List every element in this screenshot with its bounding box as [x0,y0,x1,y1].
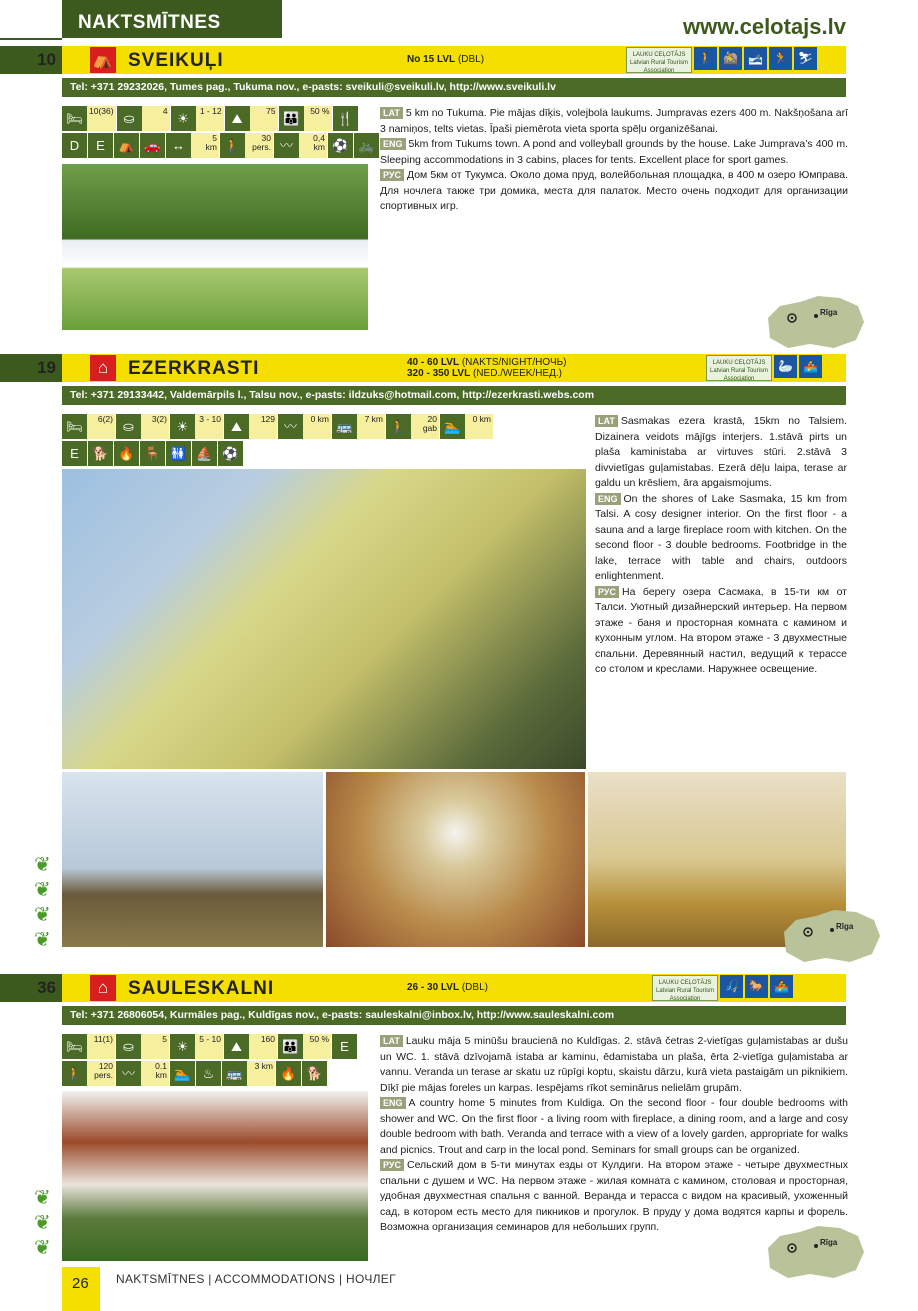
amenity-value: 0 km [310,414,329,424]
bed-icon: 🛏 [62,106,87,131]
amenity-cell [62,414,115,439]
dining-icon: 🍴 [333,106,358,131]
lang-tag-rus: РУС [380,1159,404,1171]
amenity-value: 3 km [254,1061,273,1071]
contact-bar: Tel: +371 29232026, Tumes pag., Tukuma nov., e-pasts: sveikuli@sveikuli.lv, http://www.sveikuli.lv [62,78,846,97]
lang-tag-rus: РУС [380,169,404,181]
amenity-value: 4 [162,106,168,116]
amenity-cell [114,133,139,158]
german-icon: D [62,133,87,158]
activity-icons [626,47,817,73]
hiking-icon: 🚶 [220,133,245,158]
listing-number: 36 [37,978,56,997]
listing-description [595,414,847,678]
amenity-cell [225,106,278,131]
amenity-cell [140,441,165,466]
family-icon: 👪 [279,106,304,131]
amenity-cell [302,1061,327,1086]
amenity-value: 1 - 12 [199,106,222,116]
tent-icon: ⛺ [90,47,116,73]
amenity-cell [328,133,353,158]
amenity-cell [116,414,169,439]
lake-icon: 〰 [116,1061,141,1086]
footer-label: NAKTSMĪTNES | ACCOMMODATIONS | НОЧЛЕГ [116,1272,396,1286]
leaf-icon: ❦ [34,1237,51,1259]
amenity-cell [224,1034,277,1059]
listing-photo [62,164,368,330]
amenity-cell [114,441,139,466]
activity-icon: 🏃 [769,47,792,70]
amenity-value: 0.1 km [155,1061,167,1080]
activity-icon: 🎣 [720,975,743,998]
activity-icons [652,975,793,1001]
listing-number-bar [0,354,62,382]
amenity-cell [332,1034,357,1059]
amenity-cell [88,441,113,466]
bus-icon: 🚌 [332,414,357,439]
amenity-cell [166,133,219,158]
desc-text-rus: Сельский дом в 5-ти минутах езды от Кулдиги. На втором этаже - четыре двухместных спальни с душем и WC. На первом этаже - жилая комната с камином, столовая и просторная, удобная двухместная спальня с ванной. Веранда и терасса с видом на красивый, ухоженный сад, в котором есть место для пикников и прогулок. В пруду у дома водятся карпы и форель. Возможна организация семинаров для небольших групп. [380,1159,848,1233]
house-icon: ⌂ [90,975,116,1001]
lang-tag-lat: LAT [595,415,618,427]
rural-tourism-badge: LAUKU CEĻOTĀJS Latvian Rural Tourism Association [652,975,718,1001]
listing-photo [62,469,586,769]
volleyball-icon: ⚽ [218,441,243,466]
activity-icon: ⛷ [794,47,817,70]
amenity-value: 0,4 km [313,133,325,152]
lake-icon: 〰 [278,414,303,439]
swimming-icon: 🏊 [170,1061,195,1086]
rural-tourism-badge: LAUKU CEĻOTĀJS Latvian Rural Tourism Association [626,47,692,73]
amenity-cell [62,441,87,466]
section-title: NAKTSMĪTNES [62,0,282,38]
amenity-value: 5 km [205,133,217,152]
amenity-value: 3(2) [151,414,167,424]
lang-tag-eng: ENG [595,493,621,505]
amenity-cell [166,441,191,466]
amenity-value: 160 [260,1034,275,1044]
amenity-value: 6(2) [97,414,113,424]
amenity-value: 3 - 10 [199,414,221,424]
contact-bar: Tel: +371 26806054, Kurmāles pag., Kuldīgas nov., e-pasts: sauleskalni@inbox.lv, http://www.sauleskalni.com [62,1006,846,1025]
leaf-icon: ❦ [34,854,51,876]
amenity-value: 11(1) [93,1034,113,1044]
sauna-icon: ☀ [170,1034,195,1059]
amenity-cell [88,133,113,158]
map-label: Rīga [820,308,838,317]
lake-icon: 〰 [274,133,299,158]
contact-bar: Tel: +371 29133442, Valdemārpils l., Talsu nov., e-pasts: ildzuks@hotmail.com, http://ezerkrasti.webs.com [62,386,846,405]
bike-icon: 🚲 [354,133,379,158]
desc-text-rus: Дом 5км от Тукумса. Около дома пруд, волейбольная площадка, в 400 м озеро Юмправа. Для ночлега также три домика, места для палаток. Место очень подходит для организации спортивных игр. [380,169,848,212]
amenity-cell [386,414,439,439]
listing-name: SVEIKUĻI [128,50,224,71]
listing-name: SAULESKALNI [128,978,275,999]
fireplace-icon: 🔥 [114,441,139,466]
car-icon: 🚗 [140,133,165,158]
desc-text-eng: 5km from Tukums town. A pond and volleyball grounds by the house. Lake Jumprava’s 400 m. Sleeping accommodations in 3 cabins, places for tents. Excellent place for sport games. [380,138,848,166]
amenity-cell [62,133,87,158]
amenity-cell [62,1061,115,1086]
listing-photo [62,1091,368,1261]
bbq-icon: ♨ [196,1061,221,1086]
amenity-grid [62,106,379,160]
photo-footbridge [62,772,323,947]
activity-icon: 🚣 [770,975,793,998]
wc-icon: 🚻 [166,441,191,466]
activity-icon: 🎿 [744,47,767,70]
amenity-cell [116,1034,169,1059]
lang-tag-eng: ENG [380,1097,406,1109]
amenity-cell [440,414,493,439]
photo-bedroom [326,772,585,947]
amenity-cell [196,1061,221,1086]
house-icon: ⌂ [90,355,116,381]
amenity-cell [279,106,332,131]
amenity-value: 30 pers. [252,133,271,152]
amenity-cell [192,441,217,466]
desc-text-lat: 5 km no Tukuma. Pie mājas dīķis, volejbola laukums. Jumpravas ezers 400 m. Nakšņošana arī 3 namiņos, telts vietas. Īpaši piemērota vieta sporta spēļu organizēšanai. [380,107,848,135]
activity-icon: 🦢 [774,355,797,378]
listing-description [380,1034,848,1236]
desc-text-eng: A country home 5 minutes from Kuldiga. On the second floor - four double bedrooms with shower and WC. On the first floor - a living room with fireplace, a dining room, and a large and cosy double bedroom with bath. Veranda and terrace with a view of a lovely garden, appropriate for walks and picnics. Trout and carp in the local pond. Seminars for small groups can be organized. [380,1097,848,1156]
amenity-value: 5 [162,1034,167,1044]
bath-icon: ⛀ [117,106,142,131]
volleyball-icon: ⚽ [328,133,353,158]
amenity-value: 50 % [310,106,330,116]
amenity-cell [218,441,243,466]
rural-tourism-badge: LAUKU CEĻOTĀJS Latvian Rural Tourism Association [706,355,772,381]
amenity-cell [222,1061,275,1086]
bath-icon: ⛀ [116,1034,141,1059]
amenity-cell [170,1034,223,1059]
amenity-cell [332,414,385,439]
hall-icon: ⛰ [224,1034,249,1059]
amenity-cell [170,414,223,439]
amenity-value: 0 km [472,414,491,424]
activity-icon: 🐎 [745,975,768,998]
leaf-icon: ❦ [34,1212,51,1234]
amenity-cell [117,106,170,131]
distance-icon: ↔ [166,133,191,158]
amenity-cell [140,133,165,158]
leaf-icon: ❦ [34,1187,51,1209]
lang-tag-lat: LAT [380,1035,403,1047]
listing-description [380,106,848,215]
amenity-cell [333,106,358,131]
amenity-cell [116,1061,169,1086]
activity-icons [706,355,822,381]
fireplace-icon: 🔥 [276,1061,301,1086]
activity-icon: 🚵 [719,47,742,70]
location-map [776,902,888,968]
leaf-icon: ❦ [34,929,51,951]
family-icon: 👪 [278,1034,303,1059]
listing-number: 19 [37,358,56,377]
lang-tag-eng: ENG [380,138,406,150]
swimming-icon: 🏊 [440,414,465,439]
amenity-value: 20 gab [422,414,437,433]
amenity-value: 10(36) [89,106,114,116]
picnic-icon: 🪑 [140,441,165,466]
map-label: Rīga [836,922,854,931]
map-label: Rīga [820,1238,838,1247]
english-icon: E [332,1034,357,1059]
amenity-value: 50 % [309,1034,329,1044]
amenity-cell [220,133,273,158]
listing-number-bar [0,46,62,74]
no-pets-icon: 🐕 [302,1061,327,1086]
english-icon: E [88,133,113,158]
listing-price: 40 - 60 LVL (NAKTS/NIGHT/НОЧЬ) 320 - 350 LVL (NED./WEEK/НЕД.) [407,357,567,379]
leaf-icon: ❦ [34,879,51,901]
amenity-cell [276,1061,301,1086]
amenity-value: 7 km [364,414,383,424]
amenity-cell [278,414,331,439]
amenity-cell [62,1034,115,1059]
amenity-cell [170,1061,195,1086]
location-map [760,1218,872,1284]
hiking-icon: 🚶 [62,1061,87,1086]
leaf-icon: ❦ [34,904,51,926]
amenity-value: 129 [260,414,275,424]
boat-icon: ⛵ [192,441,217,466]
hiking-icon: 🚶 [386,414,411,439]
amenity-cell [278,1034,331,1059]
no-pets-icon: 🐕 [88,441,113,466]
bus-icon: 🚌 [222,1061,247,1086]
sauna-icon: ☀ [170,414,195,439]
listing-price: No 15 LVL (DBL) [407,54,485,65]
bed-icon: 🛏 [62,414,87,439]
listing-price: 26 - 30 LVL (DBL) [407,982,488,993]
desc-text-lat: Lauku māja 5 minūšu braucienā no Kuldīgas. 2. stāvā četras 2-vietīgas guļamistabas ar dušu un WC. 1. stāvā dzīvojamā istaba ar kaminu, ēdamistaba un plaša, ērta 2-vietīga guļamistaba ar vannu. Veranda un terase ar skatu uz rūpīgi koptu, skaistu dārzu, kurā vieta pastaigām un piknikiem. Dīķī pie mājas foreles un karpas. Iespējams rīkot seminārus nelielām grupām. [380,1035,848,1094]
lang-tag-rus: РУС [595,586,619,598]
desc-text-eng: On the shores of Lake Sasmaka, 15 km from Talsi. A cosy designer interior. On the first floor - a sauna and a large fireplace room with kitchen. On the second floor - 3 double bedrooms. Footbridge in the lake, terrace with table and chairs, outdoors enlightenment. [595,492,847,582]
desc-text-rus: На берегу озера Сасмака, в 15-ти км от Талси. Уютный дизайнерский интерьер. На первом этаже - баня и просторная комната с камином и кухонным углом. На втором этаже - 3 двухместные спальни. Деревянный настил, ведущий к терассе со столом и креслами. Наружнее освещение. [595,585,847,675]
english-icon: E [62,441,87,466]
page-number: 26 [62,1267,100,1311]
listing-number-bar [0,974,62,1002]
amenity-grid [62,414,493,468]
bath-icon: ⛀ [116,414,141,439]
camping-icon: ⛺ [114,133,139,158]
listing-name: EZERKRASTI [128,358,260,379]
amenity-cell [274,133,327,158]
amenity-cell [224,414,277,439]
amenity-value: 120 pers. [94,1061,113,1080]
activity-icon: 🚶 [694,47,717,70]
hall-icon: ⛰ [224,414,249,439]
activity-icon: 🚣 [799,355,822,378]
amenity-value: 5 - 10 [199,1034,221,1044]
amenity-cell [171,106,224,131]
amenity-cell [354,133,379,158]
sauna-icon: ☀ [171,106,196,131]
site-url[interactable]: www.celotajs.lv [682,14,846,39]
lang-tag-lat: LAT [380,107,403,119]
location-map [760,288,872,354]
listing-number: 10 [37,50,56,69]
amenity-grid [62,1034,357,1088]
desc-text-lat: Sasmakas ezera krastā, 15km no Talsiem. Dizainera veidots mājīgs interjers. 1.stāvā pirts un plaša kaministaba ar virtuves stūri. 2.stāvā 3 divvietīgas guļamistabas. Ezerā dēļu laipa, terase ar galdu un krēsliem, āra apgaismojums. [595,415,847,489]
amenity-cell [62,106,116,131]
amenity-value: 75 [266,106,276,116]
bed-icon: 🛏 [62,1034,87,1059]
hall-icon: ⛰ [225,106,250,131]
